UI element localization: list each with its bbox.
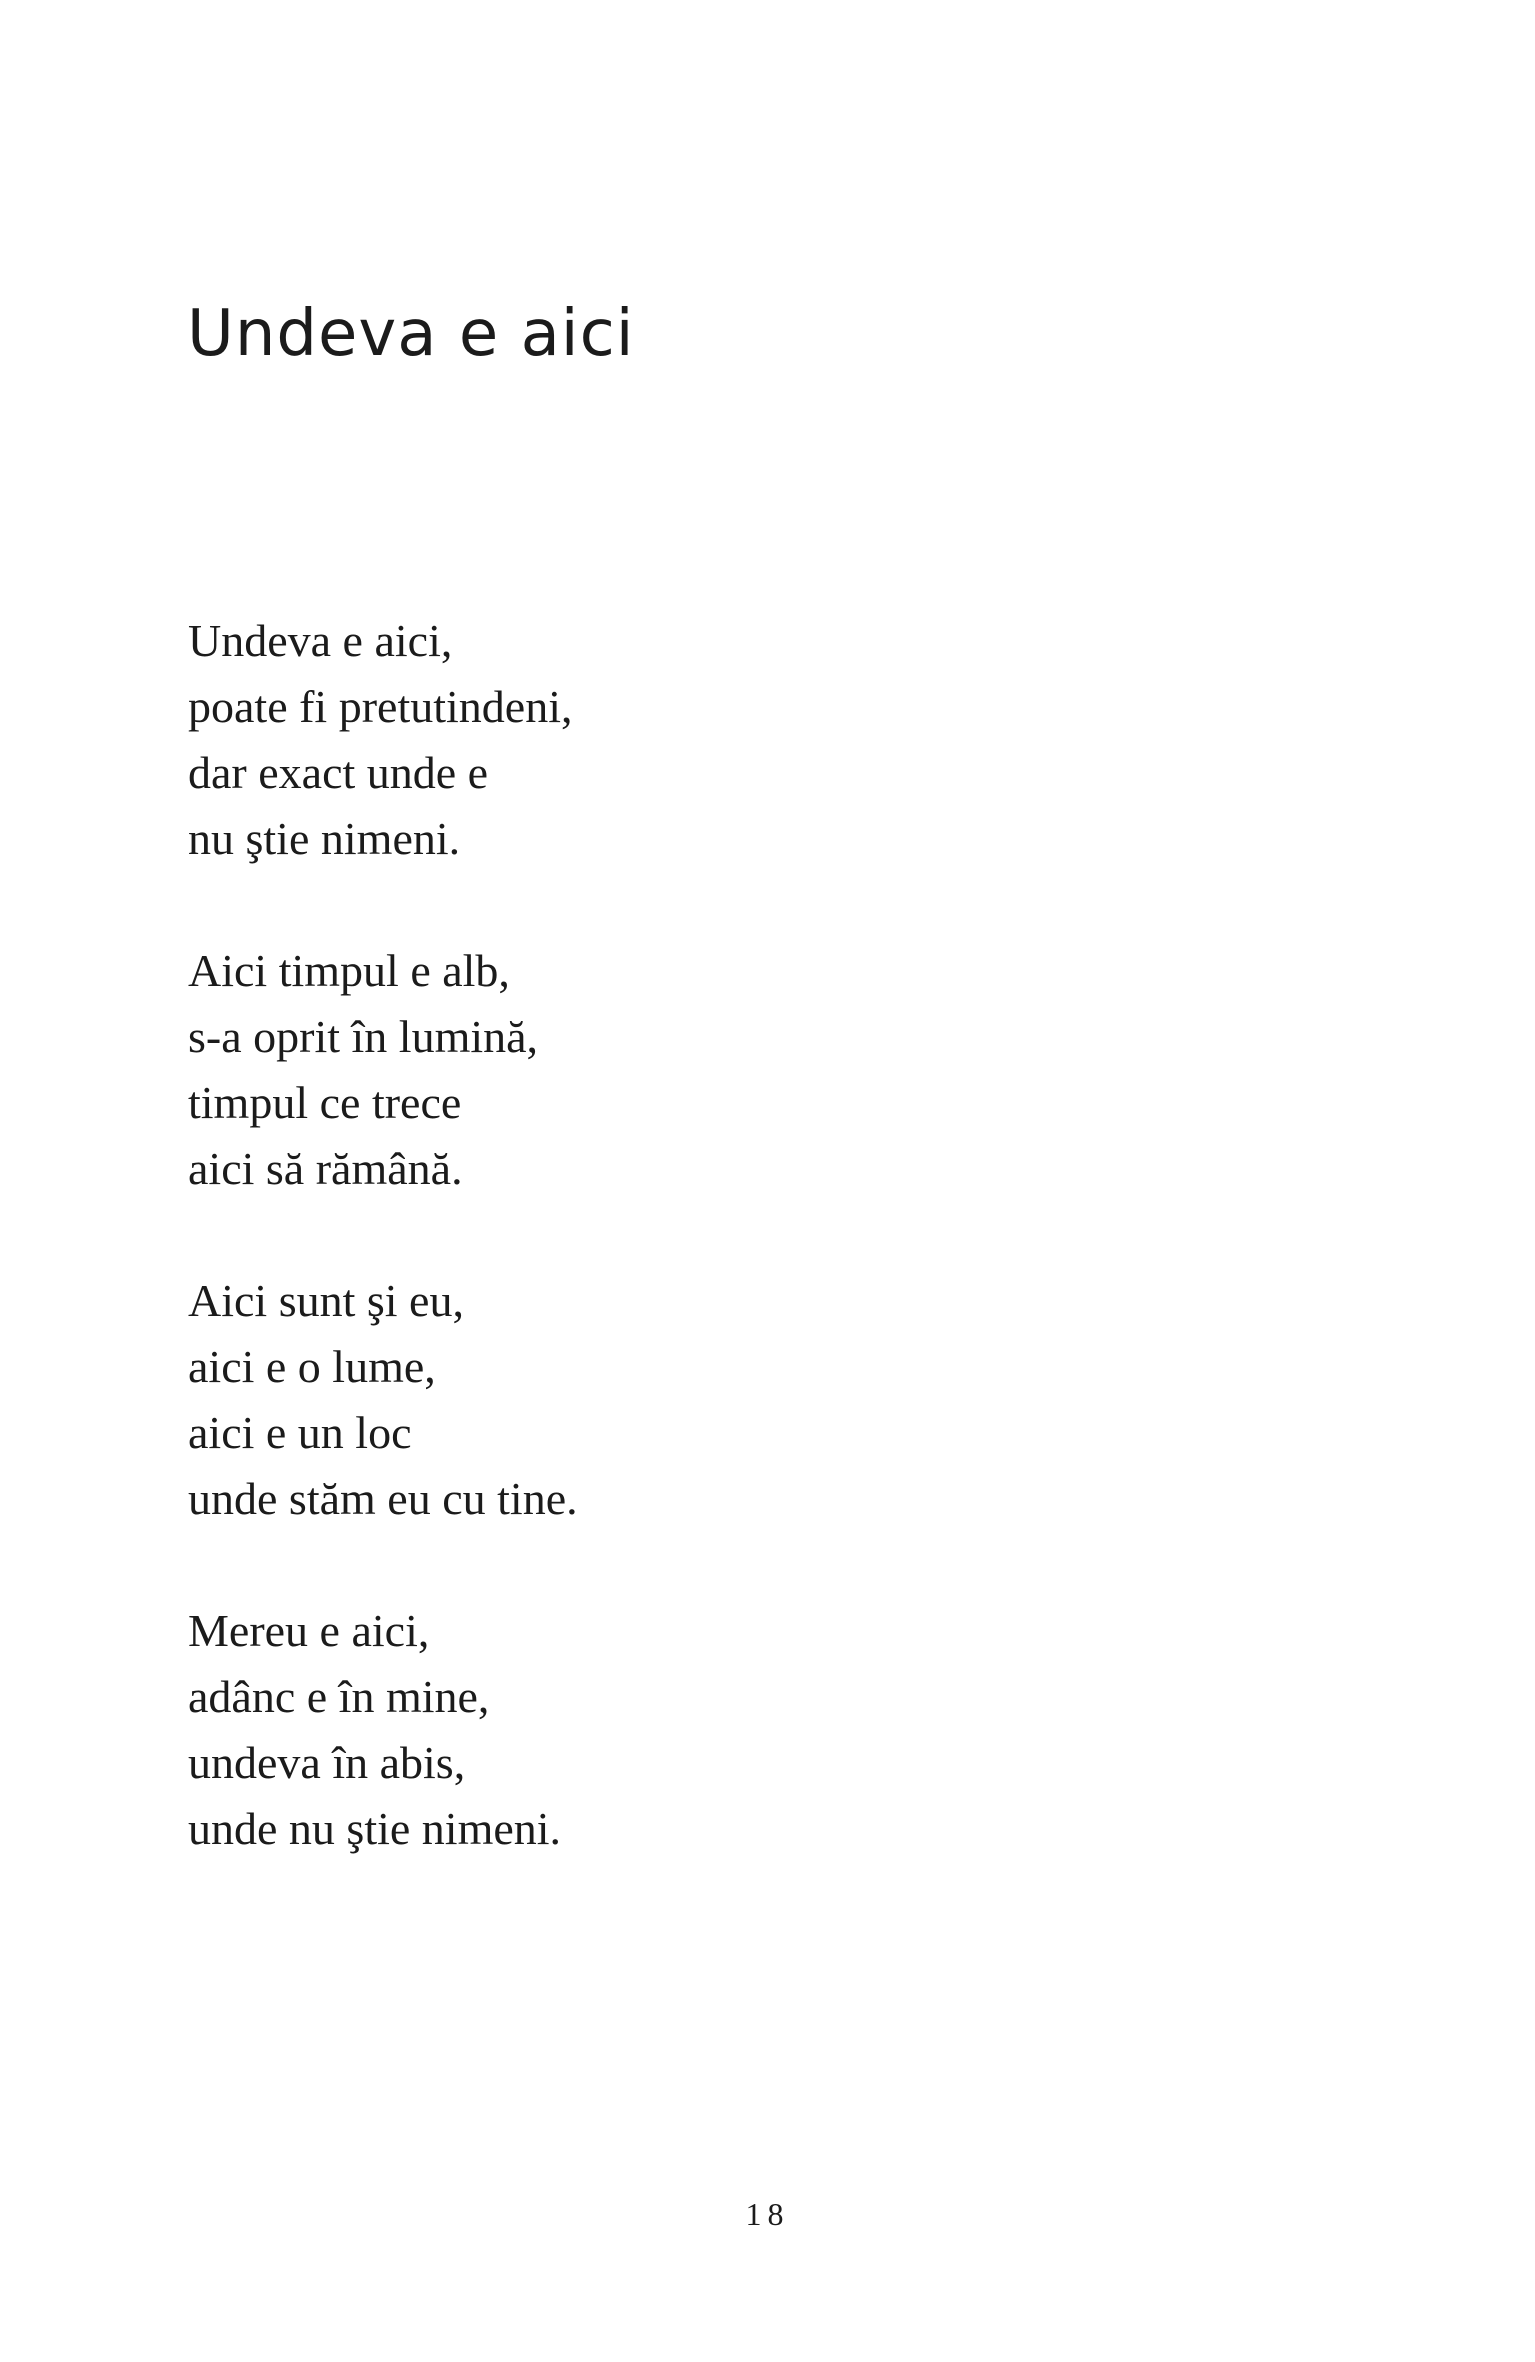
poem-line: timpul ce trece: [188, 1077, 462, 1128]
poem-line: aici e o lume,: [188, 1341, 436, 1392]
poem-line: dar exact unde e: [188, 747, 489, 798]
stanza-4: [188, 1598, 578, 1862]
poem-line: poate fi pretutindeni,: [188, 681, 573, 732]
poem-line: nu ştie nimeni.: [188, 813, 461, 864]
poem-line: Aici sunt şi eu,: [188, 1275, 464, 1326]
poem-title: Undeva e aici: [187, 297, 635, 371]
poem-line: aici e un loc: [188, 1407, 412, 1458]
stanza-2: [188, 938, 578, 1202]
poem-line: s-a oprit în lumină,: [188, 1011, 539, 1062]
stanza-3: [188, 1268, 578, 1532]
poem-line: adânc e în mine,: [188, 1671, 490, 1722]
poem-line: undeva în abis,: [188, 1737, 466, 1788]
poem-line: Aici timpul e alb,: [188, 945, 510, 996]
poem-body: [188, 608, 578, 1928]
stanza-1: [188, 608, 578, 872]
poem-line: Undeva e aici,: [188, 615, 453, 666]
page-number: 18: [745, 2196, 790, 2232]
poem-line: aici să rămână.: [188, 1143, 463, 1194]
poem-line: unde nu ştie nimeni.: [188, 1803, 562, 1854]
poem-line: unde stăm eu cu tine.: [188, 1473, 578, 1524]
poem-line: Mereu e aici,: [188, 1605, 430, 1656]
